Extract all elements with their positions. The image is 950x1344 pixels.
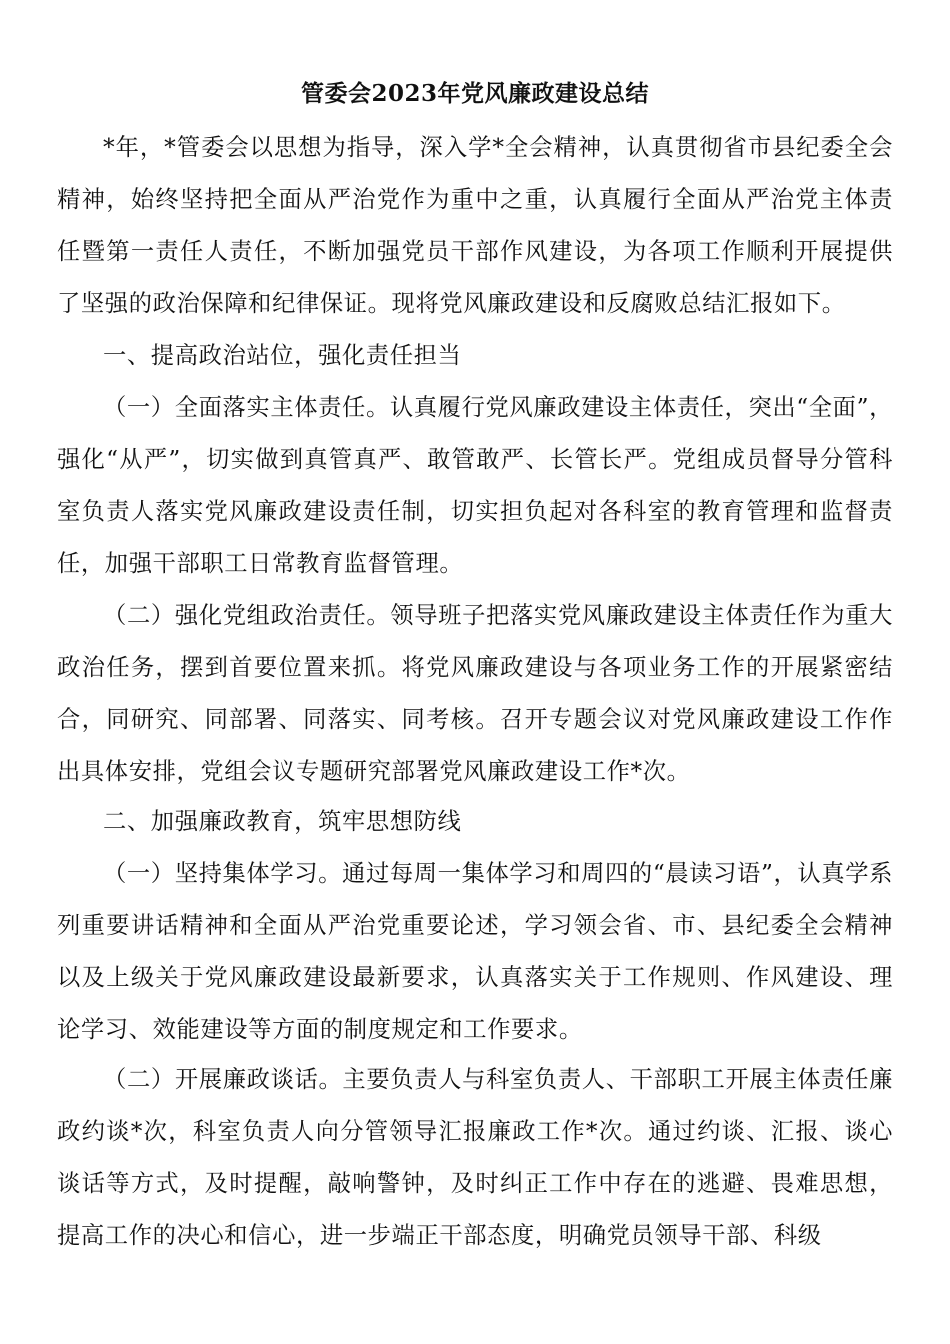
- section-2-paragraph-2: （二）开展廉政谈话。主要负责人与科室负责人、干部职工开展主体责任廉政约谈*次，科室负责人向分管领导汇报廉政工作*次。通过约谈、汇报、谈心谈话等方式，及时提醒，敲响警钟，及时纠正工作中存在的逃避、畏难思想，提高工作的决心和信心，进一步端正干部态度，明确党员领导干部、科级: [57, 1066, 893, 1249]
- section-1-heading: 一、提高政治站位，强化责任担当: [103, 342, 462, 369]
- document-title: 管委会2023年党风廉政建设总结: [300, 80, 649, 107]
- intro-paragraph: *年，*管委会以思想为指导，深入学*全会精神，认真贯彻省市县纪委全会精神，始终坚持把全面从严治党作为重中之重，认真履行全面从严治党主体责任暨第一责任人责任，不断加强党员干部作风建设，为各项工作顺利开展提供了坚强的政治保障和纪律保证。现将党风廉政建设和反腐败总结汇报如下。: [57, 134, 893, 317]
- section-2-paragraph-1: （一）坚持集体学习。通过每周一集体学习和周四的“晨读习语”，认真学系列重要讲话精神和全面从严治党重要论述，学习领会省、市、县纪委全会精神以及上级关于党风廉政建设最新要求，认真落实关于工作规则、作风建设、理论学习、效能建设等方面的制度规定和工作要求。: [57, 860, 893, 1043]
- section-1-paragraph-2: （二）强化党组政治责任。领导班子把落实党风廉政建设主体责任作为重大政治任务，摆到首要位置来抓。将党风廉政建设与各项业务工作的开展紧密结合，同研究、同部署、同落实、同考核。召开专题会议对党风廉政建设工作作出具体安排，党组会议专题研究部署党风廉政建设工作*次。: [57, 602, 893, 785]
- section-2-heading: 二、加强廉政教育，筑牢思想防线: [103, 808, 462, 835]
- section-1-paragraph-1: （一）全面落实主体责任。认真履行党风廉政建设主体责任，突出“全面”，强化“从严”，切实做到真管真严、敢管敢严、长管长严。党组成员督导分管科室负责人落实党风廉政建设责任制，切实担负起对各科室的教育管理和监督责任，加强干部职工日常教育监督管理。: [57, 394, 893, 577]
